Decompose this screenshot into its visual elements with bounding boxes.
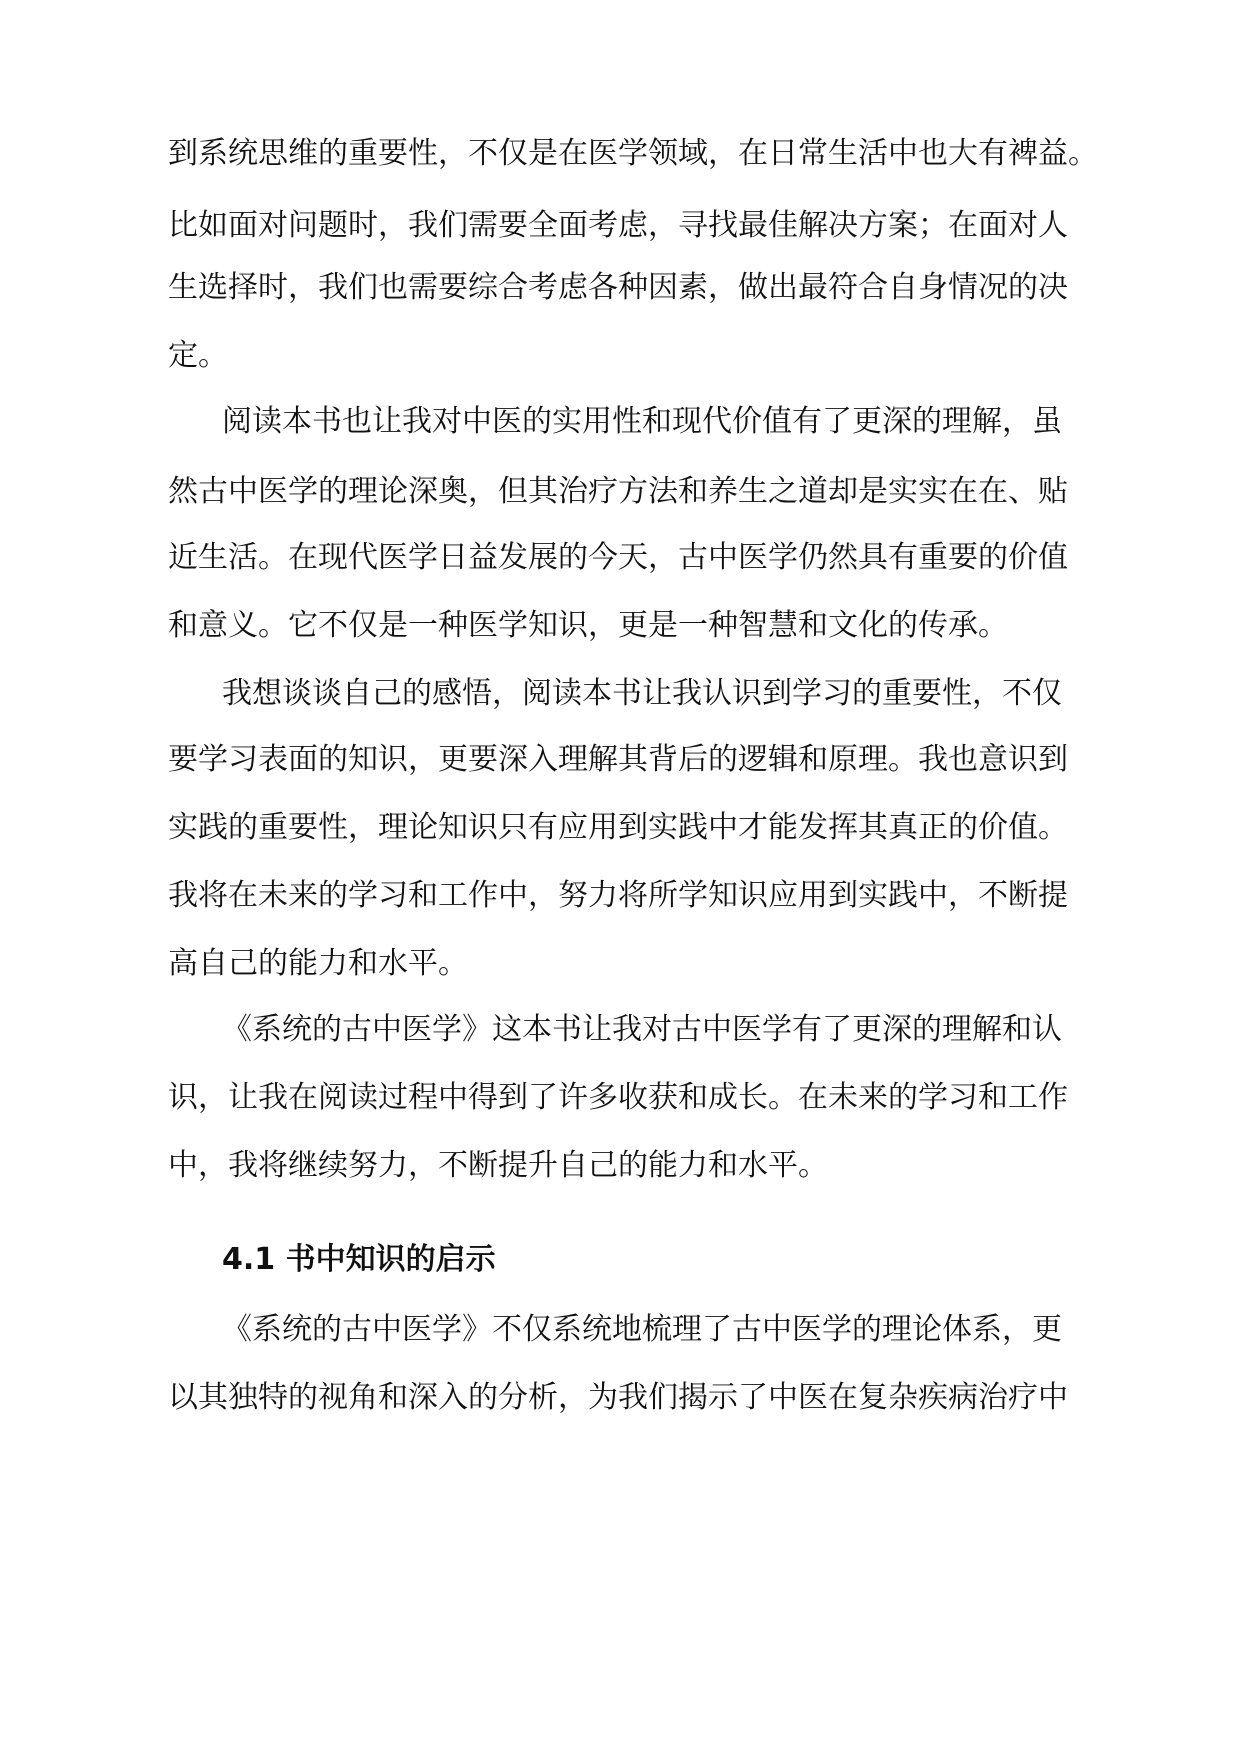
text-line: 和意义。它不仅是一种医学知识，更是一种智慧和文化的传承。 [168, 608, 1008, 643]
text-line: 然古中医学的理论深奥，但其治疗方法和养生之道却是实实在在、贴 [168, 474, 1068, 509]
text-line: 定。 [168, 338, 228, 373]
text-line: 比如面对问题时，我们需要全面考虑，寻找最佳解决方案；在面对人 [168, 208, 1068, 243]
text-line: 阅读本书也让我对中医的实用性和现代价值有了更深的理解，虽 [222, 404, 1062, 439]
text-line: 我想谈谈自己的感悟，阅读本书让我认识到学习的重要性，不仅 [222, 676, 1062, 711]
text-line: 《系统的古中医学》不仅系统地梳理了古中医学的理论体系，更 [222, 1312, 1062, 1347]
text-line: 高自己的能力和水平。 [168, 946, 468, 981]
text-line: 实践的重要性，理论知识只有应用到实践中才能发挥其真正的价值。 [168, 810, 1068, 845]
text-line: 要学习表面的知识，更要深入理解其背后的逻辑和原理。我也意识到 [168, 742, 1068, 777]
text-line: 到系统思维的重要性，不仅是在医学领域，在日常生活中也大有裨益。 [168, 136, 1098, 171]
text-line: 《系统的古中医学》这本书让我对古中医学有了更深的理解和认 [222, 1012, 1062, 1047]
section-heading: 4.1 书中知识的启示 [222, 1242, 496, 1277]
text-line: 以其独特的视角和深入的分析，为我们揭示了中医在复杂疾病治疗中 [168, 1380, 1068, 1415]
text-line: 中，我将继续努力，不断提升自己的能力和水平。 [168, 1148, 828, 1183]
text-line: 识，让我在阅读过程中得到了许多收获和成长。在未来的学习和工作 [168, 1080, 1068, 1115]
text-line: 生选择时，我们也需要综合考虑各种因素，做出最符合自身情况的决 [168, 270, 1068, 305]
text-line: 近生活。在现代医学日益发展的今天，古中医学仍然具有重要的价值 [168, 540, 1068, 575]
text-line: 我将在未来的学习和工作中，努力将所学知识应用到实践中，不断提 [168, 878, 1068, 913]
